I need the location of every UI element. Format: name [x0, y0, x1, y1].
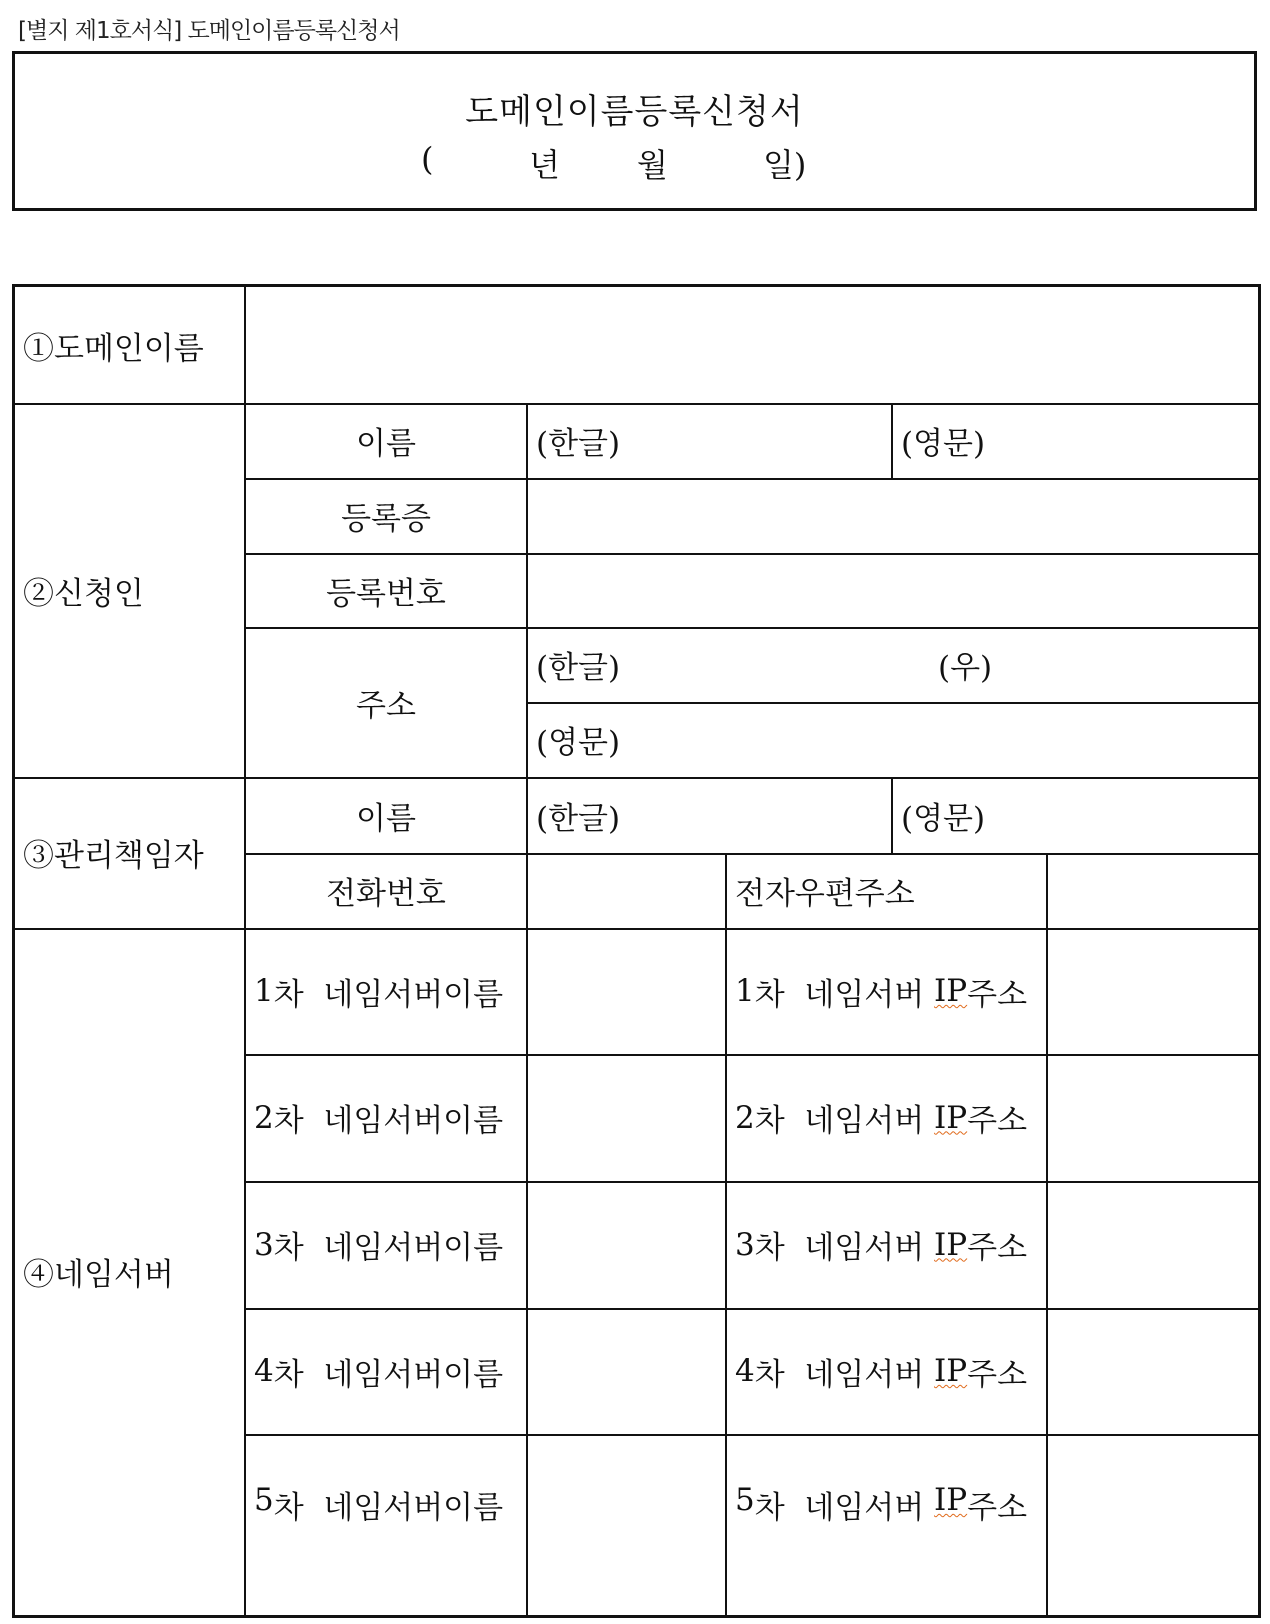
date-month: 월 [637, 146, 668, 184]
applicant-regno-label: 등록번호 [326, 575, 446, 612]
nameserver-5-ip-field[interactable] [1048, 1434, 1258, 1615]
applicant-cert-field[interactable] [528, 478, 1258, 553]
manager-phone-field[interactable] [528, 853, 725, 928]
title-box [12, 51, 1257, 211]
applicant-regno-field[interactable] [528, 553, 1258, 627]
nameserver-4-name-label: 4 차 네임서버이름 [254, 1353, 504, 1393]
manager-name-english-field[interactable]: (영문) [901, 800, 986, 837]
applicant-name-korean-field[interactable]: (한글) [536, 426, 621, 462]
nameserver-3-name-label: 3 차 네임서버이름 [254, 1226, 504, 1266]
applicant-name-english-field[interactable]: (영문) [901, 426, 986, 462]
nameserver-5-ip-label: 5 차 네임서버 IP 주소 [735, 1482, 1028, 1526]
manager-phone-label: 전화번호 [326, 876, 446, 912]
manager-email-label: 전자우편주소 [735, 876, 915, 912]
date-day: 일) [763, 146, 807, 184]
applicant-address-korean-field[interactable]: (한글) (우) [528, 627, 1258, 702]
nameserver-1-name-label: 1 차 네임서버이름 [254, 973, 504, 1013]
nameserver-5-name-label: 5 차 네임서버이름 [254, 1482, 504, 1526]
manager-label: ③관리책임자 [23, 838, 204, 874]
nameserver-2-name-label: 2 차 네임서버이름 [254, 1099, 504, 1139]
nameserver-4-name-field[interactable] [528, 1308, 725, 1434]
applicant-address-label: 주소 [356, 687, 416, 724]
nameserver-label: ④네임서버 [23, 1257, 174, 1293]
domain-name-label: ①도메인이름 [23, 330, 204, 367]
domain-name-field[interactable] [246, 287, 1258, 403]
applicant-name-label: 이름 [356, 426, 416, 462]
applicant-label: ②신청인 [23, 575, 144, 612]
manager-email-field[interactable] [1048, 853, 1258, 928]
nameserver-2-ip-label: 2 차 네임서버 IP 주소 [735, 1099, 1028, 1139]
form-caption: [별지 제1호서식] 도메인이름등록신청서 [18, 18, 400, 44]
nameserver-1-ip-field[interactable] [1048, 928, 1258, 1054]
nameserver-3-ip-label: 3 차 네임서버 IP 주소 [735, 1226, 1028, 1266]
applicant-cert-label: 등록증 [341, 501, 431, 537]
nameserver-1-ip-label: 1 차 네임서버 IP 주소 [735, 973, 1028, 1013]
nameserver-4-ip-field[interactable] [1048, 1308, 1258, 1434]
nameserver-3-name-field[interactable] [528, 1181, 725, 1308]
nameserver-3-ip-field[interactable] [1048, 1181, 1258, 1308]
date-year: 년 [529, 146, 560, 184]
applicant-address-english-field[interactable]: (영문) [536, 725, 621, 761]
application-table [12, 284, 1261, 1618]
manager-name-label: 이름 [356, 800, 416, 837]
date-open-paren: ( [421, 140, 434, 178]
nameserver-2-name-field[interactable] [528, 1054, 725, 1181]
nameserver-5-name-field[interactable] [528, 1434, 725, 1615]
nameserver-4-ip-label: 4 차 네임서버 IP 주소 [735, 1353, 1028, 1393]
manager-name-korean-field[interactable]: (한글) [536, 800, 621, 837]
form-title: 도메인이름등록신청서 [465, 92, 804, 132]
postal-code-label: (우) [938, 650, 993, 686]
nameserver-1-name-field[interactable] [528, 928, 725, 1054]
nameserver-2-ip-field[interactable] [1048, 1054, 1258, 1181]
